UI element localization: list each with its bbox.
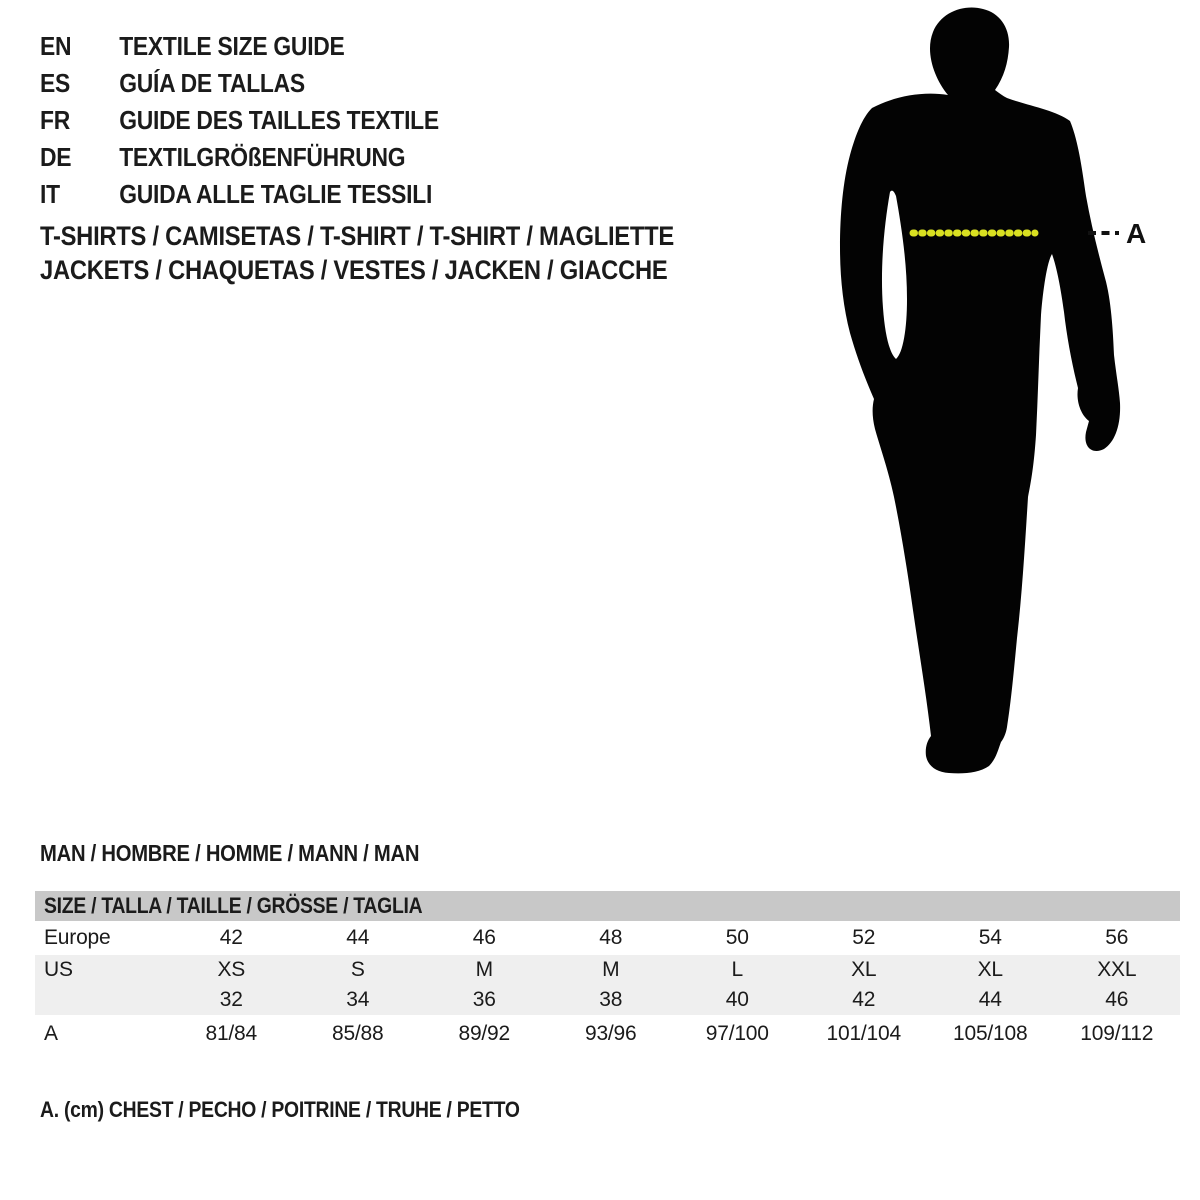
row-label: US xyxy=(44,958,73,981)
table-cell: 44 xyxy=(346,926,370,949)
table-cell: M xyxy=(602,958,620,981)
table-cell: XL xyxy=(851,958,877,981)
table-cell: 93/96 xyxy=(584,1022,637,1045)
language-title: GUIDA ALLE TAGLIE TESSILI xyxy=(119,179,433,209)
table-cell: XL xyxy=(977,958,1003,981)
size-table-header-label: SIZE / TALLA / TAILLE / GRÖSSE / TAGLIA xyxy=(44,893,423,918)
measure-label-a: A xyxy=(1126,218,1147,249)
table-cell: 46 xyxy=(1105,988,1129,1011)
table-cell: 38 xyxy=(599,988,623,1011)
table-cell: 85/88 xyxy=(331,1022,384,1045)
section-title-man: MAN / HOMBRE / HOMME / MANN / MAN xyxy=(40,840,420,866)
table-cell: 52 xyxy=(852,926,876,949)
man-silhouette xyxy=(840,8,1120,774)
table-cell: 48 xyxy=(599,926,623,949)
table-cell: 56 xyxy=(1105,926,1129,949)
table-cell: 81/84 xyxy=(205,1022,258,1045)
language-row xyxy=(40,102,439,139)
table-cell: XXL xyxy=(1097,958,1137,981)
table-cell: 42 xyxy=(219,926,243,949)
language-row xyxy=(40,139,439,176)
table-row-europe xyxy=(35,921,1180,955)
table-cell: 109/112 xyxy=(1080,1022,1154,1045)
language-row xyxy=(40,176,439,213)
language-row xyxy=(40,65,439,102)
language-code: FR xyxy=(40,105,70,135)
category-block xyxy=(40,219,760,287)
table-cell: L xyxy=(731,958,743,981)
table-cell: 36 xyxy=(472,988,496,1011)
table-cell: XS xyxy=(217,958,246,981)
size-table-header xyxy=(35,891,1180,921)
table-cell: 34 xyxy=(346,988,370,1011)
table-cell: 89/92 xyxy=(458,1022,511,1045)
language-title: TEXTILE SIZE GUIDE xyxy=(119,31,345,61)
language-title: TEXTILGRÖßENFÜHRUNG xyxy=(119,142,406,172)
table-cell: 105/108 xyxy=(952,1022,1028,1045)
language-code: IT xyxy=(40,179,60,209)
table-cell: 46 xyxy=(472,926,496,949)
table-cell: 32 xyxy=(219,988,243,1011)
table-cell: S xyxy=(350,958,365,981)
language-code: DE xyxy=(40,142,72,172)
category-line-tshirts: T-SHIRTS / CAMISETAS / T-SHIRT / T-SHIRT / MAGLIETTE xyxy=(40,221,674,251)
man-silhouette-figure xyxy=(820,0,1200,800)
language-title: GUIDE DES TAILLES TEXTILE xyxy=(119,105,439,135)
language-code: ES xyxy=(40,68,71,98)
language-code: EN xyxy=(40,31,72,61)
table-cell: 50 xyxy=(725,926,749,949)
category-line-jackets: JACKETS / CHAQUETAS / VESTES / JACKEN / GIACCHE xyxy=(40,255,668,285)
language-row xyxy=(40,28,439,65)
row-label: A xyxy=(44,1022,58,1045)
table-cell: 101/104 xyxy=(826,1022,901,1045)
table-cell: 42 xyxy=(852,988,876,1011)
table-cell: M xyxy=(475,958,493,981)
table-row-numeric xyxy=(35,985,1180,1015)
language-title-block xyxy=(40,28,493,213)
table-cell: 54 xyxy=(978,926,1002,949)
size-table xyxy=(35,891,1180,1053)
language-title: GUÍA DE TALLAS xyxy=(119,68,305,98)
measurement-legend: A. (cm) CHEST / PECHO / POITRINE / TRUHE / PETTO xyxy=(40,1097,520,1122)
table-cell: 44 xyxy=(978,988,1002,1011)
table-row-chest xyxy=(35,1015,1180,1053)
table-cell: 97/100 xyxy=(705,1022,769,1045)
table-cell: 40 xyxy=(725,988,749,1011)
table-row-us xyxy=(35,955,1180,985)
man-silhouette-svg xyxy=(820,0,1200,800)
row-label: Europe xyxy=(44,926,111,949)
